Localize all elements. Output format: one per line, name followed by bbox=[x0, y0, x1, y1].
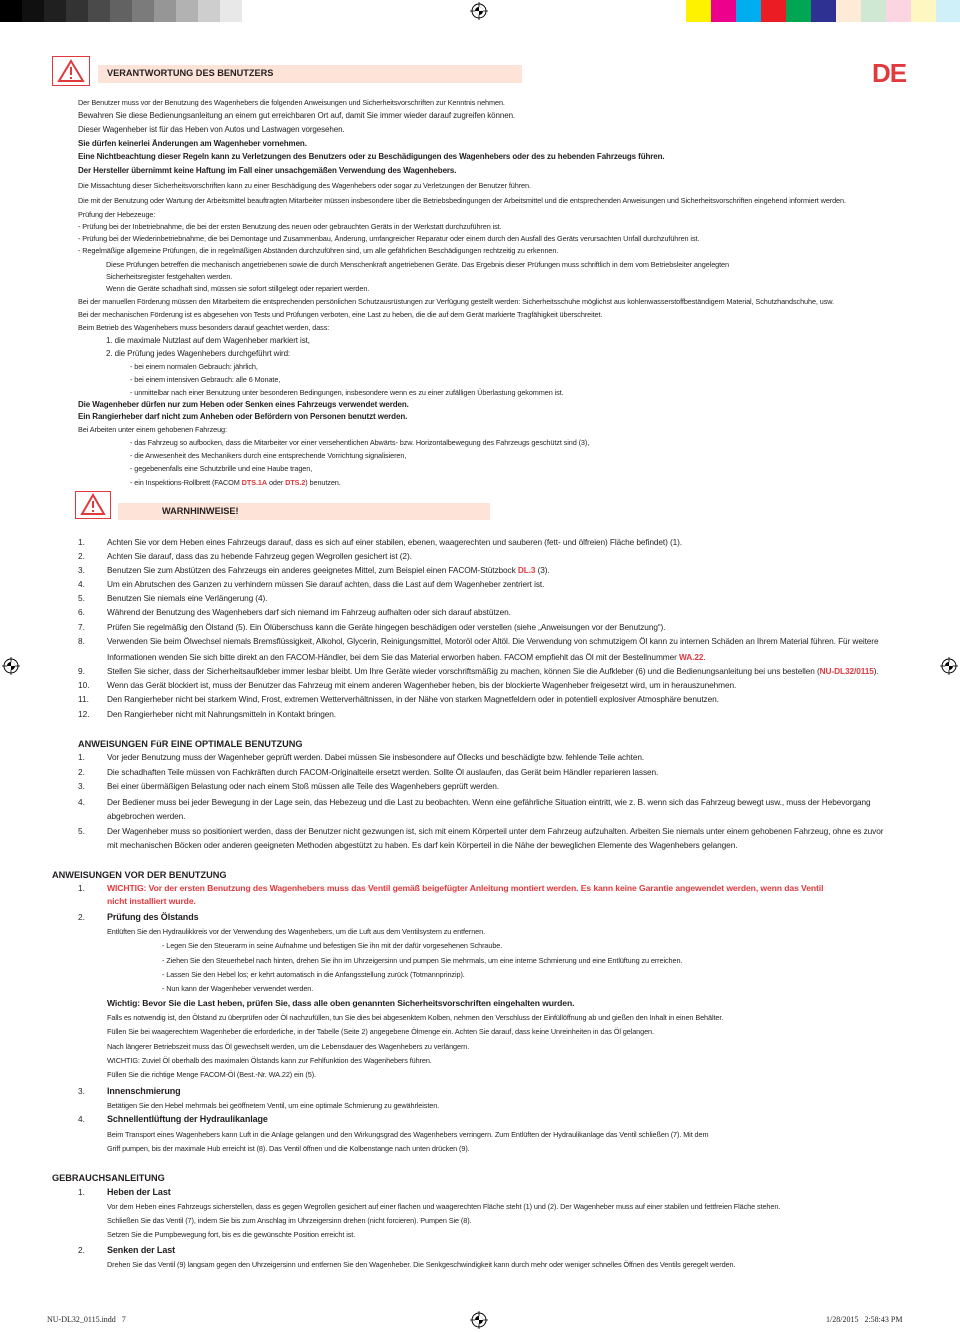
list-number: 2. bbox=[78, 912, 85, 922]
text-line: Füllen Sie die richtige Menge FACOM-Öl (Best.-Nr. WA.22) ein (5). bbox=[107, 1070, 316, 1079]
text-line: Setzen Sie die Pumpbewegung fort, bis es die gewünschte Position erreicht ist. bbox=[107, 1230, 356, 1239]
list-item bbox=[107, 826, 883, 837]
text-segment: oder bbox=[267, 478, 286, 487]
list-number: 1. bbox=[78, 1187, 85, 1197]
item-text: Die schadhaften Teile müssen von Fachkräften durch FACOM-Originalteile ersetzt werden. Sollte Öl auslaufen, das Gerät beim Händler reparieren lassen. bbox=[107, 767, 659, 777]
text-line: Griff pumpen, bis der maximale Hub erreicht ist (8). Das Ventil öffnen und die Kolbenstange nach unten drücken (9). bbox=[107, 1144, 470, 1153]
text-line: Der Benutzer muss vor der Benutzung des Wagenhebers die folgenden Anweisungen und Sicherheitsvorschriften zur Kenntnis nehmen. bbox=[78, 98, 505, 107]
list-item bbox=[107, 551, 412, 562]
item-text: Achten Sie vor dem Heben eines Fahrzeugs darauf, dass es sich auf einer stabilen, ebenen, waagerechten und sauberen (fett- und ölfreien) Fläche befindet) (1). bbox=[107, 537, 683, 547]
warning-triangle-icon bbox=[76, 492, 110, 518]
gray-swatch bbox=[44, 0, 66, 22]
text-line: - Lassen Sie den Hebel los; er kehrt automatisch in die Anfangsstellung zurück (Totmannprinzip). bbox=[162, 970, 465, 979]
section-title-instructions: GEBRAUCHSANLEITUNG bbox=[52, 1173, 165, 1183]
text-line: Bei Arbeiten unter einem gehobenen Fahrzeug: bbox=[78, 425, 227, 434]
subsection-title: Prüfung des Ölstands bbox=[107, 912, 199, 922]
list-item bbox=[107, 636, 878, 647]
text-line: - die Anwesenheit des Mechanikers durch eine entsprechende Vorrichtung signalisieren, bbox=[130, 451, 407, 460]
registration-mark-icon bbox=[470, 1311, 488, 1329]
list-item bbox=[107, 709, 336, 720]
item-text: mit mechanischen Böcken oder anderen geeigneten Methoden abgestützt zu haben. Es darf kein Körperteil in die Nähe der beweglichen Elemente des Wagenhebers gelangen. bbox=[107, 840, 738, 850]
text-line: Dieser Wagenheber ist für das Heben von Autos und Lastwagen vorgesehen. bbox=[78, 125, 345, 134]
list-number: 4. bbox=[78, 579, 85, 589]
text-line: Diese Prüfungen betreffen die mechanisch angetriebenen sowie die durch Menschenkraft angetriebenen Geräte. Das Ergebnis dieser Prüfungen muss schriftlich in dem vom Betriebsleiter angelegten bbox=[106, 260, 729, 269]
list-number: 2. bbox=[78, 767, 85, 777]
list-number: 1. bbox=[78, 752, 85, 762]
text-line: Schließen Sie das Ventil (7), indem Sie bis zum Anschlag im Uhrzeigersinn drehen (nicht forcieren). Pumpen Sie (8). bbox=[107, 1216, 472, 1225]
list-item bbox=[107, 811, 185, 822]
color-swatch bbox=[936, 0, 960, 22]
item-text: Benutzen Sie niemals eine Verlängerung (4). bbox=[107, 593, 268, 603]
item-text: abgebrochen werden. bbox=[107, 811, 186, 821]
item-text: Der Bediener muss bei jeder Bewegung in der Lage sein, das Hebezeug und die Last zu beobachten. Wenn eine gefährliche Situation eintritt, wie z. B. wenn sich das Fahrzeug bewegt usw., muss der Hebevorgang bbox=[107, 797, 871, 807]
color-swatch bbox=[861, 0, 886, 22]
color-swatch bbox=[811, 0, 836, 22]
item-text: Benutzen Sie zum Abstützen des Fahrzeugs ein anderes geeignetes Mittel, zum Beispiel einen FACOM-Stützbock bbox=[107, 565, 518, 575]
text-line: Der Hersteller übernimmt keine Haftung im Fall einer unsachgemäßen Verwendung des Wagenhebers. bbox=[78, 166, 457, 175]
list-number: 2. bbox=[78, 1245, 85, 1255]
list-item bbox=[107, 767, 658, 778]
text-line: Beim Betrieb des Wagenhebers muss besonders darauf geachtet werden, dass: bbox=[78, 323, 330, 332]
gray-swatch bbox=[154, 0, 176, 22]
registration-mark-icon bbox=[2, 657, 20, 675]
section-title-responsibility: VERANTWORTUNG DES BENUTZERS bbox=[107, 68, 274, 78]
text-line: Wenn die Geräte schadhaft sind, müssen sie sofort stillgelegt oder repariert werden. bbox=[106, 284, 370, 293]
item-text: Stellen Sie sicher, dass der Sicherheitsaufkleber immer lesbar bleibt. Um Ihre Geräte wieder vorschriftsmäßig zu machen, können Sie die Aufkleber (6) und die Bedienungsanleitung bei uns bestellen ( bbox=[107, 666, 820, 676]
list-item bbox=[107, 694, 719, 705]
list-number: 5. bbox=[78, 593, 85, 603]
product-reference: DTS.2 bbox=[285, 478, 306, 487]
text-line: Die Missachtung dieser Sicherheitsvorschriften kann zu einer Beschädigung des Wagenhebers oder sogar zu Verletzungen der Benutzer führen. bbox=[78, 181, 531, 190]
color-swatch bbox=[786, 0, 811, 22]
gray-swatch bbox=[88, 0, 110, 22]
list-number: 3. bbox=[78, 565, 85, 575]
list-number: 4. bbox=[78, 1114, 85, 1124]
text-line: Eine Nichtbeachtung dieser Regeln kann zu Verletzungen des Benutzers oder zu Beschädigungen des Wagenhebers oder des zu hebenden Fahrzeugs führen. bbox=[78, 152, 665, 161]
text-line bbox=[130, 477, 341, 488]
list-number: 6. bbox=[78, 607, 85, 617]
color-swatch bbox=[836, 0, 861, 22]
text-line: Die mit der Benutzung oder Wartung der Arbeitsmittel beauftragten Mitarbeiter müssen insbesondere über die Betriebsbedingungen der Arbeitsmittel und die entsprechenden Anweisungen und Sicherheitsvorschriften eingehend informiert werden. bbox=[78, 196, 846, 205]
color-swatch bbox=[736, 0, 761, 22]
list-item bbox=[107, 797, 871, 808]
language-tag: DE bbox=[872, 58, 907, 88]
gray-swatch bbox=[220, 0, 242, 22]
text-line: Sie dürfen keinerlei Änderungen am Wagenheber vornehmen. bbox=[78, 139, 307, 148]
text-line: - Prüfung bei der Inbetriebnahme, die bei der ersten Benutzung des neuen oder gebrauchten Geräts in der Werkstatt durchzuführen ist. bbox=[78, 222, 502, 231]
product-reference: DTS.1A bbox=[241, 478, 268, 487]
item-text: ). bbox=[873, 666, 879, 676]
text-line: Prüfung der Hebezeuge: bbox=[78, 210, 156, 219]
text-line: Füllen Sie bei waagerechtem Wagenheber die erforderliche, in der Tabelle (Seite 2) angegebene Ölmenge ein. Achten Sie darauf, dass keine Unreinheiten in das Öl gelangen. bbox=[107, 1027, 654, 1036]
item-text: Achten Sie darauf, dass das zu hebende Fahrzeug gegen Wegrollen gesichert ist (2). bbox=[107, 551, 412, 561]
text-line: Bei der manuellen Förderung müssen den Mitarbeitern die entsprechenden persönlichen Schutzausrüstungen zur Verfügung gestellt werden: Sicherheitsschuhe möglichst aus kohlenwasserstoffbeständigem Material, Schutzhandschuhe, usw. bbox=[78, 297, 834, 306]
text-line: - unmittelbar nach einer Benutzung unter besonderen Bedingungen, insbesondere wenn es zu einer zufälligen Überlastung gekommen ist. bbox=[130, 388, 564, 397]
list-number: 3. bbox=[78, 781, 85, 791]
subsection-title: Innenschmierung bbox=[107, 1086, 181, 1096]
list-item bbox=[107, 565, 550, 576]
section-title-warnings: WARNHINWEISE! bbox=[162, 506, 239, 516]
section-title-optimal-use: ANWEISUNGEN FüR EINE OPTIMALE BENUTZUNG bbox=[78, 739, 303, 749]
item-text: Informationen wenden Sie sich bitte direkt an den FACOM-Händler, bei dem Sie das Material erworben haben. FACOM empfiehlt das Öl mit der Bestellnummer bbox=[107, 652, 679, 662]
text-segment: ) benutzen. bbox=[305, 478, 341, 487]
list-item bbox=[107, 537, 682, 548]
warning-triangle-icon bbox=[53, 57, 89, 85]
gray-swatch bbox=[198, 0, 220, 22]
item-text: . bbox=[703, 652, 706, 662]
list-number: 10. bbox=[78, 680, 90, 690]
list-item bbox=[107, 593, 267, 604]
item-text: Während der Benutzung des Wagenhebers darf sich niemand im Fahrzeug aufhalten oder sich darauf abstützen. bbox=[107, 607, 511, 617]
text-line: Bewahren Sie diese Bedienungsanleitung an einem gut erreichbaren Ort auf, damit Sie immer wieder darauf zugreifen können. bbox=[78, 111, 516, 120]
text-line: 1. die maximale Nutzlast auf dem Wagenheber markiert ist, bbox=[106, 336, 310, 345]
important-note: nicht installiert wurde. bbox=[107, 896, 196, 906]
text-line: Sicherheitsregister festgehalten werden. bbox=[106, 272, 233, 281]
list-number: 7. bbox=[78, 622, 85, 632]
gray-swatch bbox=[132, 0, 154, 22]
list-number: 12. bbox=[78, 709, 90, 719]
list-item bbox=[107, 607, 511, 618]
color-swatch bbox=[911, 0, 936, 22]
item-text: Der Wagenheber muss so positioniert werden, dass der Benutzer nicht gezwungen ist, sich mit einem Körperteil unter dem Fahrzeug aufzuhalten. Arbeiten Sie niemals unter einem gehobenen Fahrzeug, ohne es zuvor bbox=[107, 826, 884, 836]
text-line: Wichtig: Bevor Sie die Last heben, prüfen Sie, dass alle oben genannten Sicherheitsvorschriften eingehalten wurden. bbox=[107, 998, 575, 1008]
list-number: 8. bbox=[78, 636, 85, 646]
color-swatch bbox=[761, 0, 786, 22]
item-text: Verwenden Sie beim Ölwechsel niemals Bremsflüssigkeit, Alkohol, Glycerin, Reinigungsmittel, Motoröl oder Altöl. Die Verwendung von schmutzigem Öl kann zu internen Schäden an Ihrem Material führen. Für weitere bbox=[107, 636, 879, 646]
footer-filename: NU-DL32_0115.indd 7 bbox=[47, 1315, 126, 1324]
list-item bbox=[107, 579, 544, 590]
text-line: Entlüften Sie den Hydraulikkreis vor der Verwendung des Wagenhebers, um die Luft aus dem Ventilsystem zu entfernen. bbox=[107, 927, 486, 936]
important-note: WICHTIG: Vor der ersten Benutzung des Wagenhebers muss das Ventil gemäß beigefügter Anleitung montiert werden. Es kann keine Garantie angewendet werden, wenn das Ventil bbox=[107, 883, 824, 893]
text-line: - das Fahrzeug so aufbocken, dass die Mitarbeiter vor einer versehentlichen Abwärts- bzw. Horizontalbewegung des Fahrzeugs geschützt sind (3), bbox=[130, 438, 590, 447]
list-item bbox=[107, 680, 736, 691]
registration-mark-icon bbox=[470, 2, 488, 20]
text-line: - Regelmäßige allgemeine Prüfungen, die in regelmäßigen Abständen durchzuführen sind, um alle gefährlichen Beschädigungen rechtzeitig zu erkennen. bbox=[78, 246, 559, 255]
list-item bbox=[107, 652, 706, 663]
list-item bbox=[107, 781, 499, 792]
item-text: Den Rangierheber nicht mit Nahrungsmitteln in Kontakt bringen. bbox=[107, 709, 337, 719]
color-swatch bbox=[886, 0, 911, 22]
subsection-title: Schnellentlüftung der Hydraulikanlage bbox=[107, 1114, 268, 1124]
text-line: - Nun kann der Wagenheber verwendet werden. bbox=[162, 984, 314, 993]
text-line: Drehen Sie das Ventil (9) langsam gegen den Uhrzeigersinn und entfernen Sie den Wagenheber. Die Senkgeschwindigkeit kann durch mehr oder weniger schnelles Öffnen des Ventils geregelt werden. bbox=[107, 1260, 736, 1269]
list-item bbox=[107, 666, 879, 677]
list-item bbox=[107, 752, 644, 763]
text-line: - Prüfung bei der Wiederinbetriebnahme, die bei Demontage und Zusammenbau, Änderung, umfangreicher Reparatur oder einem durch den Ausfall des Geräts verursachten Unfall durchzuführen ist. bbox=[78, 234, 700, 243]
list-item bbox=[107, 622, 665, 633]
text-line: Die Wagenheber dürfen nur zum Heben oder Senken eines Fahrzeugs verwendet werden. bbox=[78, 400, 409, 409]
list-number: 9. bbox=[78, 666, 85, 676]
text-line: 2. die Prüfung jedes Wagenhebers durchgeführt wird: bbox=[106, 349, 291, 358]
text-line: Ein Rangierheber darf nicht zum Anheben oder Befördern von Personen benutzt werden. bbox=[78, 412, 408, 421]
gray-swatch bbox=[66, 0, 88, 22]
color-swatch bbox=[711, 0, 736, 22]
subsection-title: Heben der Last bbox=[107, 1187, 171, 1197]
color-swatch bbox=[686, 0, 711, 22]
text-line: Vor dem Heben eines Fahrzeugs sicherstellen, dass es gegen Wegrollen gesichert auf einer flachen und waagerechten Fläche steht (1) und (2). Der Wagenheber muss auf einer stabilen und fettfreien Fläche stehen. bbox=[107, 1202, 781, 1211]
product-reference: DL.3 bbox=[517, 565, 536, 575]
footer-timestamp: 1/28/2015 2:58:43 PM bbox=[826, 1315, 903, 1324]
list-item bbox=[107, 840, 737, 851]
text-line: WICHTIG: Zuviel Öl oberhalb des maximalen Ölstands kann zur Fehlfunktion des Wagenhebers führen. bbox=[107, 1056, 432, 1065]
item-text: Wenn das Gerät blockiert ist, muss der Benutzer das Fahrzeug mit einem anderen Wagenheber heben, bis der blockierte Wagenheber freigesetzt wird, um in herauszunehmen. bbox=[107, 680, 737, 690]
gray-swatch bbox=[22, 0, 44, 22]
registration-mark-icon bbox=[940, 657, 958, 675]
text-line: Bei der mechanischen Förderung ist es abgesehen von Tests und Prüfungen verboten, eine Last zu heben, die die auf dem Gerät markierte Tragfähigkeit überschreitet. bbox=[78, 310, 603, 319]
text-line: - bei einem intensiven Gebrauch: alle 6 Monate, bbox=[130, 375, 281, 384]
text-line: Falls es notwendig ist, den Ölstand zu überprüfen oder Öl nachzufüllen, tun Sie dies bei abgesenktem Kolben, nehmen den Verschluss der Einfüllöffnung ab und gießen den Inhalt in einen Behälter. bbox=[107, 1013, 724, 1022]
item-text: Vor jeder Benutzung muss der Wagenheber geprüft werden. Dabei müssen Sie insbesondere auf Öllecks und beschädigte bzw. fehlende Teile achten. bbox=[107, 752, 645, 762]
product-reference: NU-DL32/0115 bbox=[819, 666, 874, 676]
item-text: Bei einer übermäßigen Belastung oder nach einem Stoß müssen alle Teile des Wagenhebers geprüft werden. bbox=[107, 781, 499, 791]
gray-swatch bbox=[110, 0, 132, 22]
text-line: - bei einem normalen Gebrauch: jährlich, bbox=[130, 362, 258, 371]
item-text: Um ein Abrutschen des Ganzen zu verhindern müssen Sie darauf achten, dass die Last auf dem Wagenheber zentriert ist. bbox=[107, 579, 545, 589]
gray-swatch bbox=[0, 0, 22, 22]
item-text: Prüfen Sie regelmäßig den Ölstand (5). Ein Ölüberschuss kann die Geräte hingegen beschädigen oder verstellen (siehe „Anweisungen vor der Benutzung“). bbox=[107, 622, 666, 632]
list-number: 11. bbox=[78, 694, 89, 704]
text-line: - gegebenenfalls eine Schutzbrille und eine Haube tragen, bbox=[130, 464, 313, 473]
item-text: Den Rangierheber nicht bei starkem Wind, Frost, extremen Wetterverhältnissen, in der Nähe von starken Magnetfeldern oder in potentiell explosiver Atmosphäre benutzen. bbox=[107, 694, 719, 704]
list-number: 1. bbox=[78, 883, 85, 893]
text-line: Nach längerer Betriebszeit muss das Öl gewechselt werden, um die Lebensdauer des Wagenhebers zu verlängern. bbox=[107, 1042, 470, 1051]
list-number: 1. bbox=[78, 537, 85, 547]
list-number: 5. bbox=[78, 826, 85, 836]
list-number: 3. bbox=[78, 1086, 85, 1096]
subsection-title: Senken der Last bbox=[107, 1245, 176, 1255]
section-title-before-use: ANWEISUNGEN VOR DER BENUTZUNG bbox=[52, 870, 227, 880]
text-line: - Ziehen Sie den Steuerhebel nach hinten, drehen Sie ihn im Uhrzeigersinn und pumpen Sie mehrmals, um eine interne Schmierung und eine Entlüftung zu erreichen. bbox=[162, 956, 683, 965]
text-segment: - ein Inspektions-Rollbrett (FACOM bbox=[130, 478, 242, 487]
list-number: 2. bbox=[78, 551, 85, 561]
list-number: 4. bbox=[78, 797, 85, 807]
text-line: Beim Transport eines Wagenhebers kann Luft in die Anlage gelangen und den Wirkungsgrad des Wagenhebers verringern. Zum Entlüften der Hydraulikanlage das Ventil schließen (7). Mit dem bbox=[107, 1130, 709, 1139]
text-line: - Legen Sie den Steuerarm in seine Aufnahme und befestigen Sie ihn mit der dafür vorgesehenen Schraube. bbox=[162, 941, 503, 950]
text-line: Betätigen Sie den Hebel mehrmals bei geöffnetem Ventil, um eine optimale Schmierung zu gewährleisten. bbox=[107, 1101, 440, 1110]
product-reference: WA.22 bbox=[678, 652, 704, 662]
gray-swatch bbox=[176, 0, 198, 22]
item-text: (3). bbox=[535, 565, 550, 575]
warning-icon-box bbox=[52, 56, 90, 86]
warning-icon-box bbox=[75, 491, 111, 519]
